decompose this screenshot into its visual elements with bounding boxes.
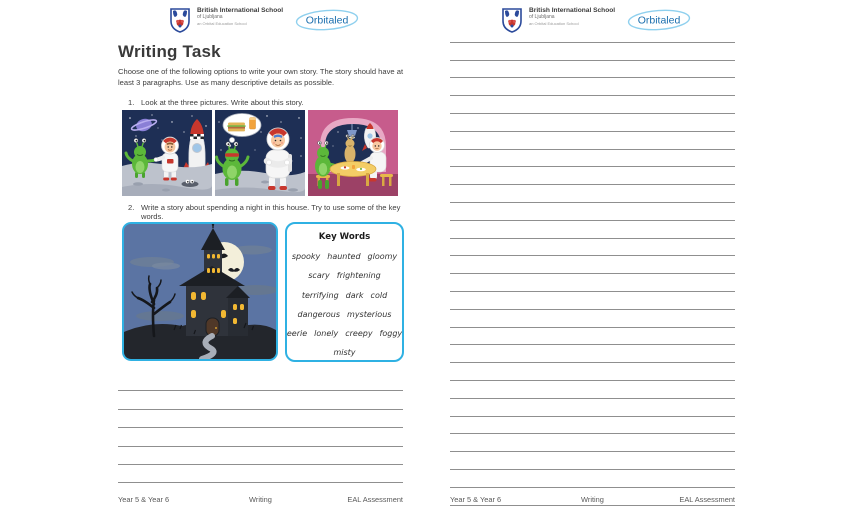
school-text-block: [197, 7, 283, 27]
list-item-2-text: Write a story about spending a night in this house. Try to use some of the key words.: [141, 203, 401, 221]
list-item-2: [128, 203, 418, 221]
orbitaled-label: Orbitaled: [637, 14, 681, 27]
writing-line: [450, 221, 735, 239]
writing-line: [450, 452, 735, 470]
footer-assessment: EAL Assessment: [679, 495, 735, 504]
list-item-1: [128, 98, 398, 107]
school-name: British International School: [529, 7, 616, 14]
list-item-2-number: 2.: [128, 203, 135, 212]
writing-line: [450, 25, 735, 43]
writing-line: [118, 391, 403, 409]
key-words-row: [287, 252, 402, 261]
writing-line: [450, 78, 735, 96]
key-word: scary: [308, 271, 330, 281]
writing-line: [450, 310, 735, 328]
story-picture-1: [122, 110, 212, 196]
writing-line: [450, 150, 735, 168]
key-word: gloomy: [367, 252, 398, 262]
key-word: dangerous: [297, 309, 341, 319]
writing-line: [450, 417, 735, 435]
writing-line: [450, 96, 735, 114]
key-word: foggy: [379, 328, 403, 338]
writing-line: [450, 363, 735, 381]
school-tagline: an Orbital Education School: [197, 21, 247, 27]
writing-line: [450, 381, 735, 399]
page-footer-left: [118, 495, 403, 504]
list-item-1-text: Look at the three pictures. Write about this story.: [141, 98, 304, 107]
key-word: haunted: [327, 252, 361, 262]
school-logo-block: [168, 7, 283, 33]
page-right: [430, 0, 844, 521]
orbitaled-logo: [295, 9, 359, 31]
footer-assessment: EAL Assessment: [347, 495, 403, 504]
key-words-box: [285, 222, 404, 362]
footer-subject: Writing: [249, 495, 272, 504]
haunted-house-image: [122, 222, 278, 361]
alien-astronaut-dinner-illustration: [308, 110, 398, 196]
key-words-row: [287, 310, 402, 319]
key-word: cold: [370, 290, 388, 300]
page-footer-right: [450, 495, 735, 504]
key-word: frightening: [336, 271, 381, 281]
footer-subject: Writing: [581, 495, 604, 504]
writing-lines-left: [118, 373, 403, 483]
writing-line: [450, 328, 735, 346]
writing-line: [450, 185, 735, 203]
writing-line: [450, 239, 735, 257]
key-words-row: [287, 291, 402, 300]
writing-line: [118, 428, 403, 446]
writing-line: [450, 345, 735, 363]
footer-year-group: Year 5 & Year 6: [118, 495, 170, 504]
writing-line: [450, 167, 735, 185]
writing-line: [450, 132, 735, 150]
key-word: creepy: [345, 328, 373, 338]
school-name: British International School: [197, 7, 284, 14]
haunted-house-illustration: [124, 224, 276, 359]
writing-line: [450, 399, 735, 417]
key-word: spooky: [291, 252, 321, 262]
writing-line: [450, 256, 735, 274]
writing-line: [450, 292, 735, 310]
writing-line: [118, 465, 403, 483]
school-crest-icon: [168, 7, 192, 33]
school-tagline: an Orbital Education School: [529, 21, 579, 27]
school-sub: of Ljubljana: [529, 14, 555, 21]
key-word: dark: [345, 290, 364, 300]
list-item-1-number: 1.: [128, 98, 135, 107]
writing-line: [450, 43, 735, 61]
key-words-row: [287, 271, 402, 280]
writing-line: [118, 447, 403, 465]
intro-paragraph: Choose one of the following options to write your own story. The story should have at least 3 paragraphs. Use as many descriptive details as possible.: [118, 67, 404, 87]
school-sub: of Ljubljana: [197, 14, 223, 21]
writing-line: [450, 203, 735, 221]
story-picture-2: [215, 110, 305, 196]
astronaut-meets-alien-illustration: [122, 110, 212, 196]
story-pictures-row: [122, 110, 398, 196]
key-word: terrifying: [301, 290, 339, 300]
key-word: lonely: [314, 328, 339, 338]
key-word: eerie: [286, 328, 308, 338]
key-words-row: [287, 348, 402, 357]
orbitaled-label: Orbitaled: [305, 14, 349, 27]
writing-line: [450, 61, 735, 79]
school-text-block: [529, 7, 615, 27]
key-word: mysterious: [347, 309, 392, 319]
story-picture-3: [308, 110, 398, 196]
key-words-title: Key Words: [318, 232, 371, 242]
key-word: misty: [333, 348, 356, 358]
writing-line: [118, 373, 403, 391]
writing-lines-right: [450, 25, 735, 506]
writing-line: [118, 410, 403, 428]
writing-line: [450, 434, 735, 452]
page-title: Writing Task: [118, 42, 221, 61]
footer-year-group: Year 5 & Year 6: [450, 495, 502, 504]
writing-line: [450, 274, 735, 292]
writing-line: [450, 114, 735, 132]
writing-line: [450, 470, 735, 488]
key-words-list: [287, 252, 402, 357]
alien-dreams-of-food-illustration: [215, 110, 305, 196]
key-words-row: [287, 329, 402, 338]
